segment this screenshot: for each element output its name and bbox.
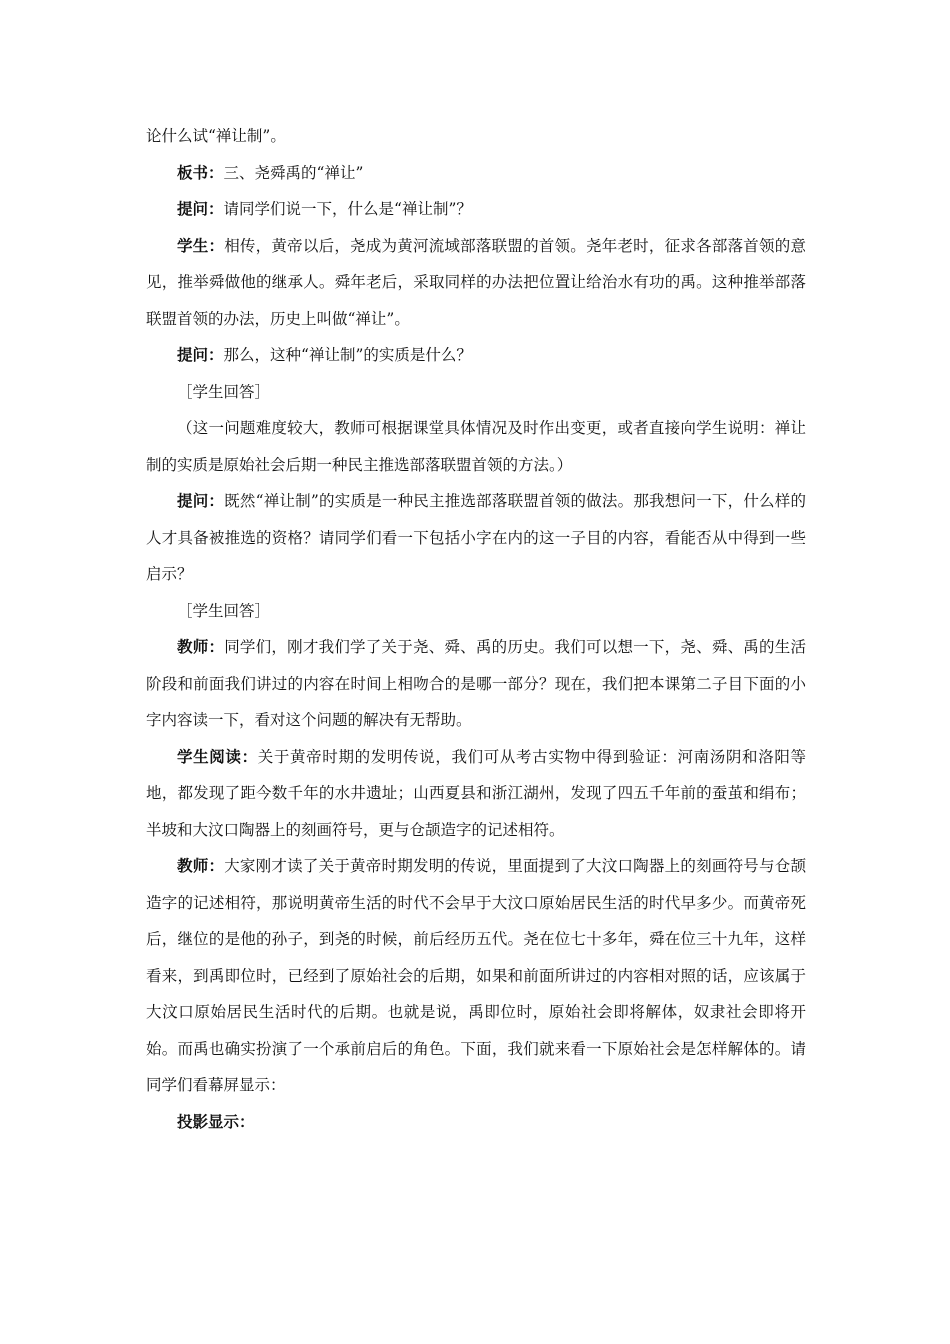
paragraph-question-2 bbox=[146, 337, 806, 374]
paragraph-label: 提问： bbox=[177, 200, 224, 218]
paragraph-label: 提问： bbox=[177, 492, 225, 510]
paragraph-question-3 bbox=[146, 483, 806, 593]
paragraph-label: 学生： bbox=[177, 236, 225, 255]
paragraph-text: 论什么试“禅让制”。 bbox=[146, 127, 286, 145]
paragraph-label: 学生阅读： bbox=[177, 747, 258, 766]
paragraph-label: 板书： bbox=[177, 163, 224, 182]
paragraph-student-response-1 bbox=[146, 374, 806, 411]
paragraph-text: 大家刚才读了关于黄帝时期发明的传说，里面提到了大汶口陶器上的刻画符号与仓颉造字的记述相符，那说明黄帝生活的时代不会早于大汶口原始居民生活的时代早多少。而黄帝死后，继位的是他的孙子，到尧的时候，前后经历五代。尧在位七十多年，舜在位三十九年，这样看来，到禹即位时，已经到了原始社会的后期，如果和前面所讲过的内容相对照的话，应该属于大汶口原始居民生活时代的后期。也就是说，禹即位时，原始社会即将解体，奴隶社会即将开始。而禹也确实扮演了一个承前启后的角色。下面，我们就来看一下原始社会是怎样解体的。请同学们看幕屏显示： bbox=[146, 857, 806, 1094]
paragraph-label: 提问： bbox=[177, 346, 224, 364]
paragraph-teacher-1 bbox=[146, 629, 806, 739]
paragraph-student-answer bbox=[146, 228, 806, 338]
paragraph-board-note bbox=[146, 155, 806, 192]
paragraph-text: 关于黄帝时期的发明传说，我们可从考古实物中得到验证：河南汤阴和洛阳等地，都发现了距今数千年的水井遗址；山西夏县和浙江湖州，发现了四五千年前的蚕茧和绢布；半坡和大汶口陶器上的刻画符号，更与仓颉造字的记述相符。 bbox=[146, 747, 806, 839]
paragraph-text: （这一问题难度较大，教师可根据课堂具体情况及时作出变更，或者直接向学生说明：禅让制的实质是原始社会后期一种民主推选部落联盟首领的方法。） bbox=[146, 419, 806, 474]
paragraph-label: 教师： bbox=[177, 638, 225, 656]
paragraph-intro-end bbox=[146, 118, 806, 155]
document-body bbox=[146, 118, 806, 1140]
paragraph-teacher-2 bbox=[146, 848, 806, 1104]
paragraph-student-reading bbox=[146, 739, 806, 849]
paragraph-text: 那么，这种“禅让制”的实质是什么？ bbox=[223, 346, 472, 364]
paragraph-text: 三、尧舜禹的“禅让” bbox=[223, 163, 364, 182]
paragraph-text: 既然“禅让制”的实质是一种民主推选部落联盟首领的做法。那我想问一下，什么样的人才具备被推选的资格？请同学们看一下包括小字在内的这一子目的内容，看能否从中得到一些启示？ bbox=[146, 492, 806, 583]
paragraph-text: 请同学们说一下，什么是“禅让制”？ bbox=[223, 200, 472, 218]
paragraph-teacher-note bbox=[146, 410, 806, 483]
paragraph-text: 同学们，刚才我们学了关于尧、舜、禹的历史。我们可以想一下，尧、舜、禹的生活阶段和前面我们讲过的内容在时间上相吻合的是哪一部分？现在，我们把本课第二子目下面的小字内容读一下，看对这个问题的解决有无帮助。 bbox=[146, 638, 806, 729]
paragraph-projection bbox=[146, 1104, 806, 1141]
paragraph-label: 教师： bbox=[177, 857, 225, 875]
paragraph-label: 投影显示： bbox=[177, 1112, 255, 1131]
paragraph-text: 相传，黄帝以后，尧成为黄河流域部落联盟的首领。尧年老时，征求各部落首领的意见，推举舜做他的继承人。舜年老后，采取同样的办法把位置让给治水有功的禹。这种推举部落联盟首领的办法，历史上叫做“禅让”。 bbox=[146, 236, 806, 328]
paragraph-question-1 bbox=[146, 191, 806, 228]
paragraph-text: ［学生回答］ bbox=[177, 601, 271, 620]
paragraph-student-response-2 bbox=[146, 593, 806, 630]
paragraph-text: ［学生回答］ bbox=[177, 382, 271, 401]
